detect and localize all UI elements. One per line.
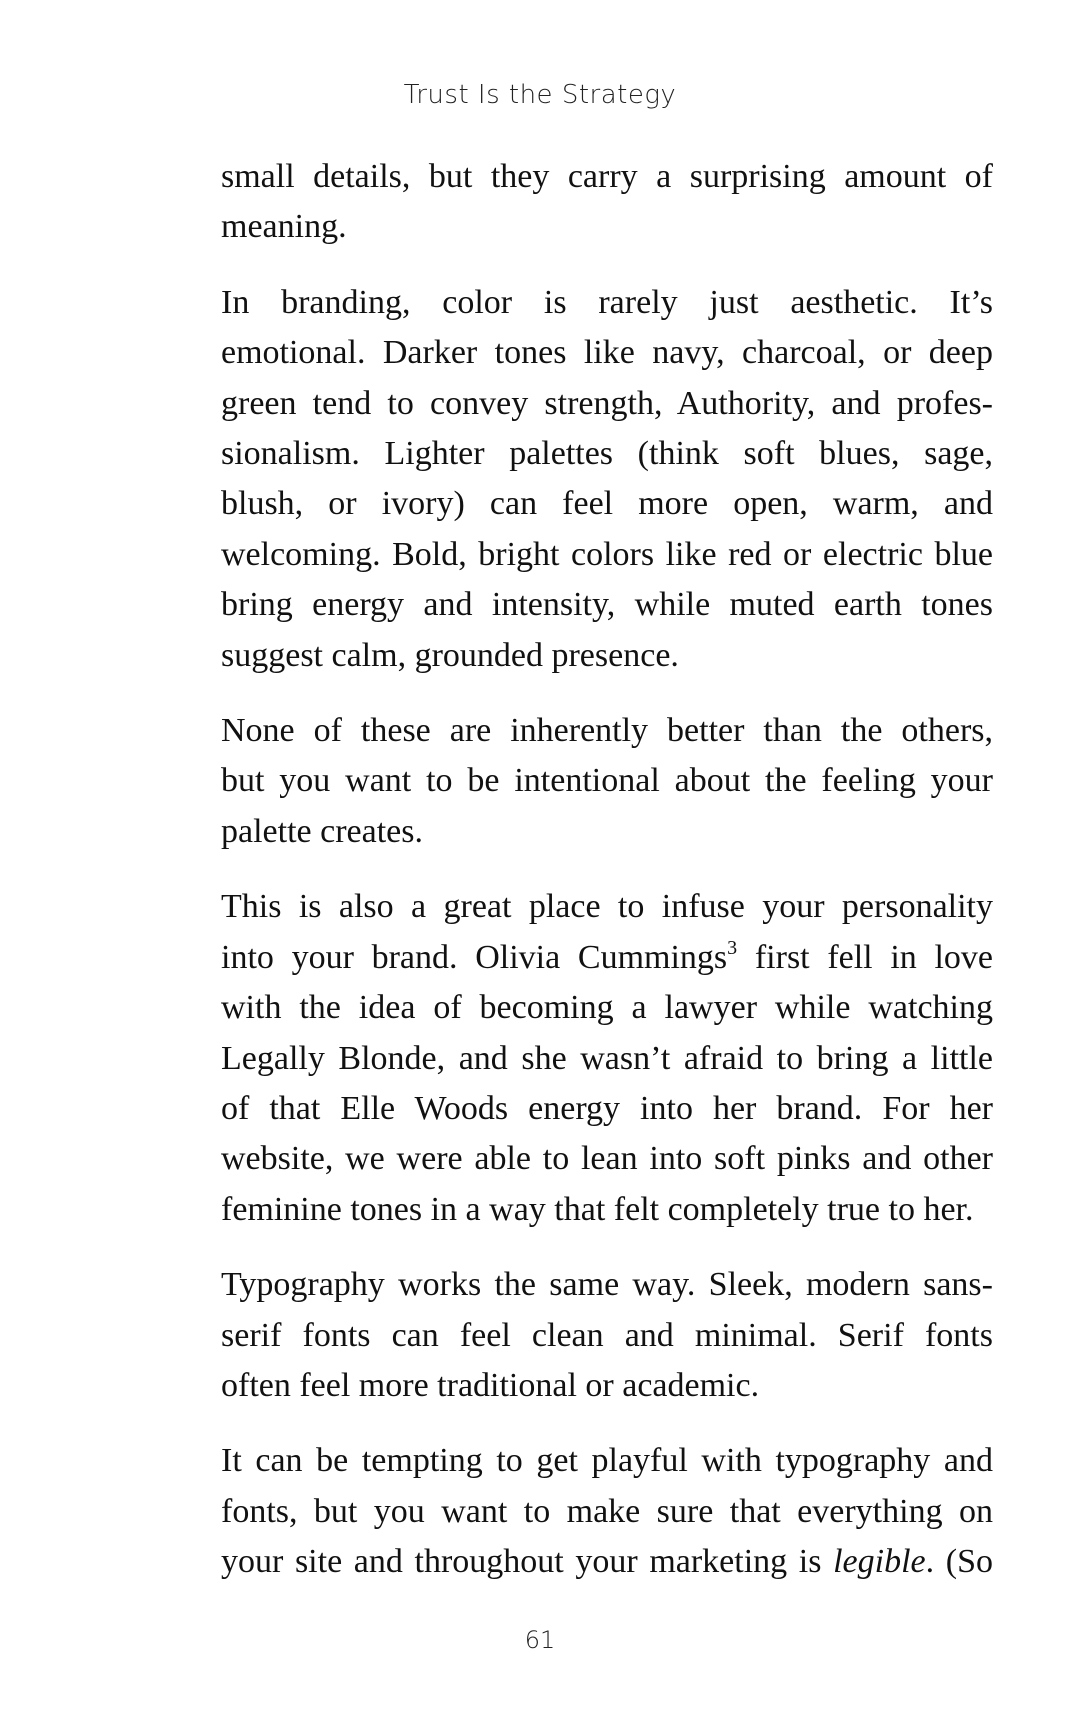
footnote-reference: 3: [727, 936, 738, 959]
text-fragment: your site and throughout your marketing is: [221, 1543, 834, 1581]
text-line: often feel more traditional or academic.: [221, 1366, 760, 1404]
text-line: website, we were able to lean into soft pinks and other: [221, 1140, 993, 1178]
text-line: emotional. Darker tones like navy, charcoal, or deep: [221, 334, 993, 372]
paragraph-1: [221, 152, 993, 253]
text-line: fonts, but you want to make sure that everything on: [221, 1492, 993, 1530]
text-line: bring energy and intensity, while muted earth tones: [221, 586, 993, 624]
body-text: [221, 152, 993, 1613]
text-line: serif fonts can feel clean and minimal. Serif fonts: [221, 1316, 993, 1354]
text-line: green tend to convey strength, Authority, and profes-: [221, 384, 993, 422]
text-line: In branding, color is rarely just aesthetic. It’s: [221, 283, 993, 321]
paragraph-3: [221, 706, 993, 857]
text-line: suggest calm, grounded presence.: [221, 636, 679, 674]
emphasis-legible: legible: [833, 1543, 926, 1581]
text-line: sionalism. Lighter palettes (think soft blues, sage,: [221, 435, 993, 473]
text-line: None of these are inherently better than the others,: [221, 712, 993, 750]
text-line: blush, or ivory) can feel more open, warm, and: [221, 485, 993, 523]
text-line: meaning.: [221, 208, 347, 246]
paragraph-4: [221, 882, 993, 1235]
text-fragment: into your brand. Olivia Cummings: [221, 938, 728, 976]
paragraph-5: [221, 1260, 993, 1411]
text-line: Typography works the same way. Sleek, modern sans-: [221, 1266, 993, 1304]
text-line-with-footnote: [221, 933, 993, 983]
text-line: of that Elle Woods energy into her brand. For her: [221, 1089, 993, 1127]
text-line: but you want to be intentional about the feeling your: [221, 762, 993, 800]
text-line: welcoming. Bold, bright colors like red or electric blue: [221, 535, 993, 573]
text-line: small details, but they carry a surprising amount of: [221, 158, 993, 195]
text-line: feminine tones in a way that felt completely true to her.: [221, 1190, 974, 1228]
text-line: palette creates.: [221, 812, 423, 850]
text-line-with-emphasis: [221, 1537, 993, 1587]
text-line: This is also a great place to infuse your personality: [221, 888, 993, 926]
text-fragment: first fell in love: [737, 938, 994, 976]
running-header: Trust Is the Strategy: [403, 80, 677, 110]
text-line: with the idea of becoming a lawyer while watching: [221, 989, 993, 1027]
text-line: Legally Blonde, and she wasn’t afraid to bring a little: [221, 1039, 993, 1077]
paragraph-2: [221, 278, 993, 681]
page-number: 61: [524, 1626, 556, 1654]
text-fragment: . (So: [925, 1543, 994, 1581]
text-line: It can be tempting to get playful with typography and: [221, 1442, 993, 1480]
paragraph-6: [221, 1436, 993, 1587]
